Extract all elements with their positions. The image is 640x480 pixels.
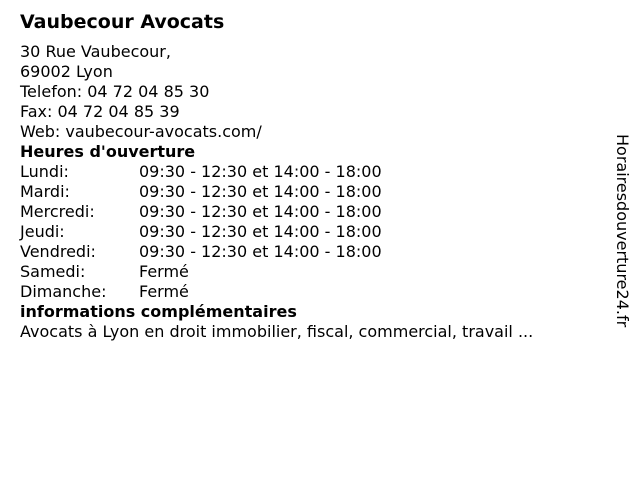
brand-watermark: Horairesdouverture24.fr xyxy=(613,134,632,328)
day-hours: Fermé xyxy=(139,262,189,281)
info-heading: informations complémentaires xyxy=(20,302,297,321)
hours-row-wednesday xyxy=(20,202,600,222)
info-description: Avocats à Lyon en droit immobilier, fiscal, commercial, travail ... xyxy=(20,322,534,341)
website: Web: vaubecour-avocats.com/ xyxy=(20,122,262,141)
hours-row-sunday xyxy=(20,282,600,302)
day-hours: 09:30 - 12:30 et 14:00 - 18:00 xyxy=(139,162,382,181)
business-name: Vaubecour Avocats xyxy=(20,11,225,33)
fax-number: Fax: 04 72 04 85 39 xyxy=(20,102,180,121)
hours-row-tuesday xyxy=(20,182,600,202)
day-hours: 09:30 - 12:30 et 14:00 - 18:00 xyxy=(139,222,382,241)
day-hours: Fermé xyxy=(139,282,189,301)
day-label: Mercredi: xyxy=(20,202,95,221)
street-address: 30 Rue Vaubecour, xyxy=(20,42,171,61)
day-label: Dimanche: xyxy=(20,282,107,301)
day-hours: 09:30 - 12:30 et 14:00 - 18:00 xyxy=(139,242,382,261)
day-label: Samedi: xyxy=(20,262,86,281)
phone-number: Telefon: 04 72 04 85 30 xyxy=(20,82,210,101)
postal-city: 69002 Lyon xyxy=(20,62,113,81)
hours-row-thursday xyxy=(20,222,600,242)
day-label: Mardi: xyxy=(20,182,70,201)
hours-row-saturday xyxy=(20,262,600,282)
hours-row-friday xyxy=(20,242,600,262)
hours-heading: Heures d'ouverture xyxy=(20,142,196,161)
day-hours: 09:30 - 12:30 et 14:00 - 18:00 xyxy=(139,202,382,221)
day-hours: 09:30 - 12:30 et 14:00 - 18:00 xyxy=(139,182,382,201)
day-label: Vendredi: xyxy=(20,242,96,261)
day-label: Jeudi: xyxy=(20,222,65,241)
day-label: Lundi: xyxy=(20,162,69,181)
hours-row-monday xyxy=(20,162,600,182)
address-block xyxy=(20,42,600,142)
opening-hours-list xyxy=(20,162,600,302)
business-card xyxy=(20,10,600,342)
